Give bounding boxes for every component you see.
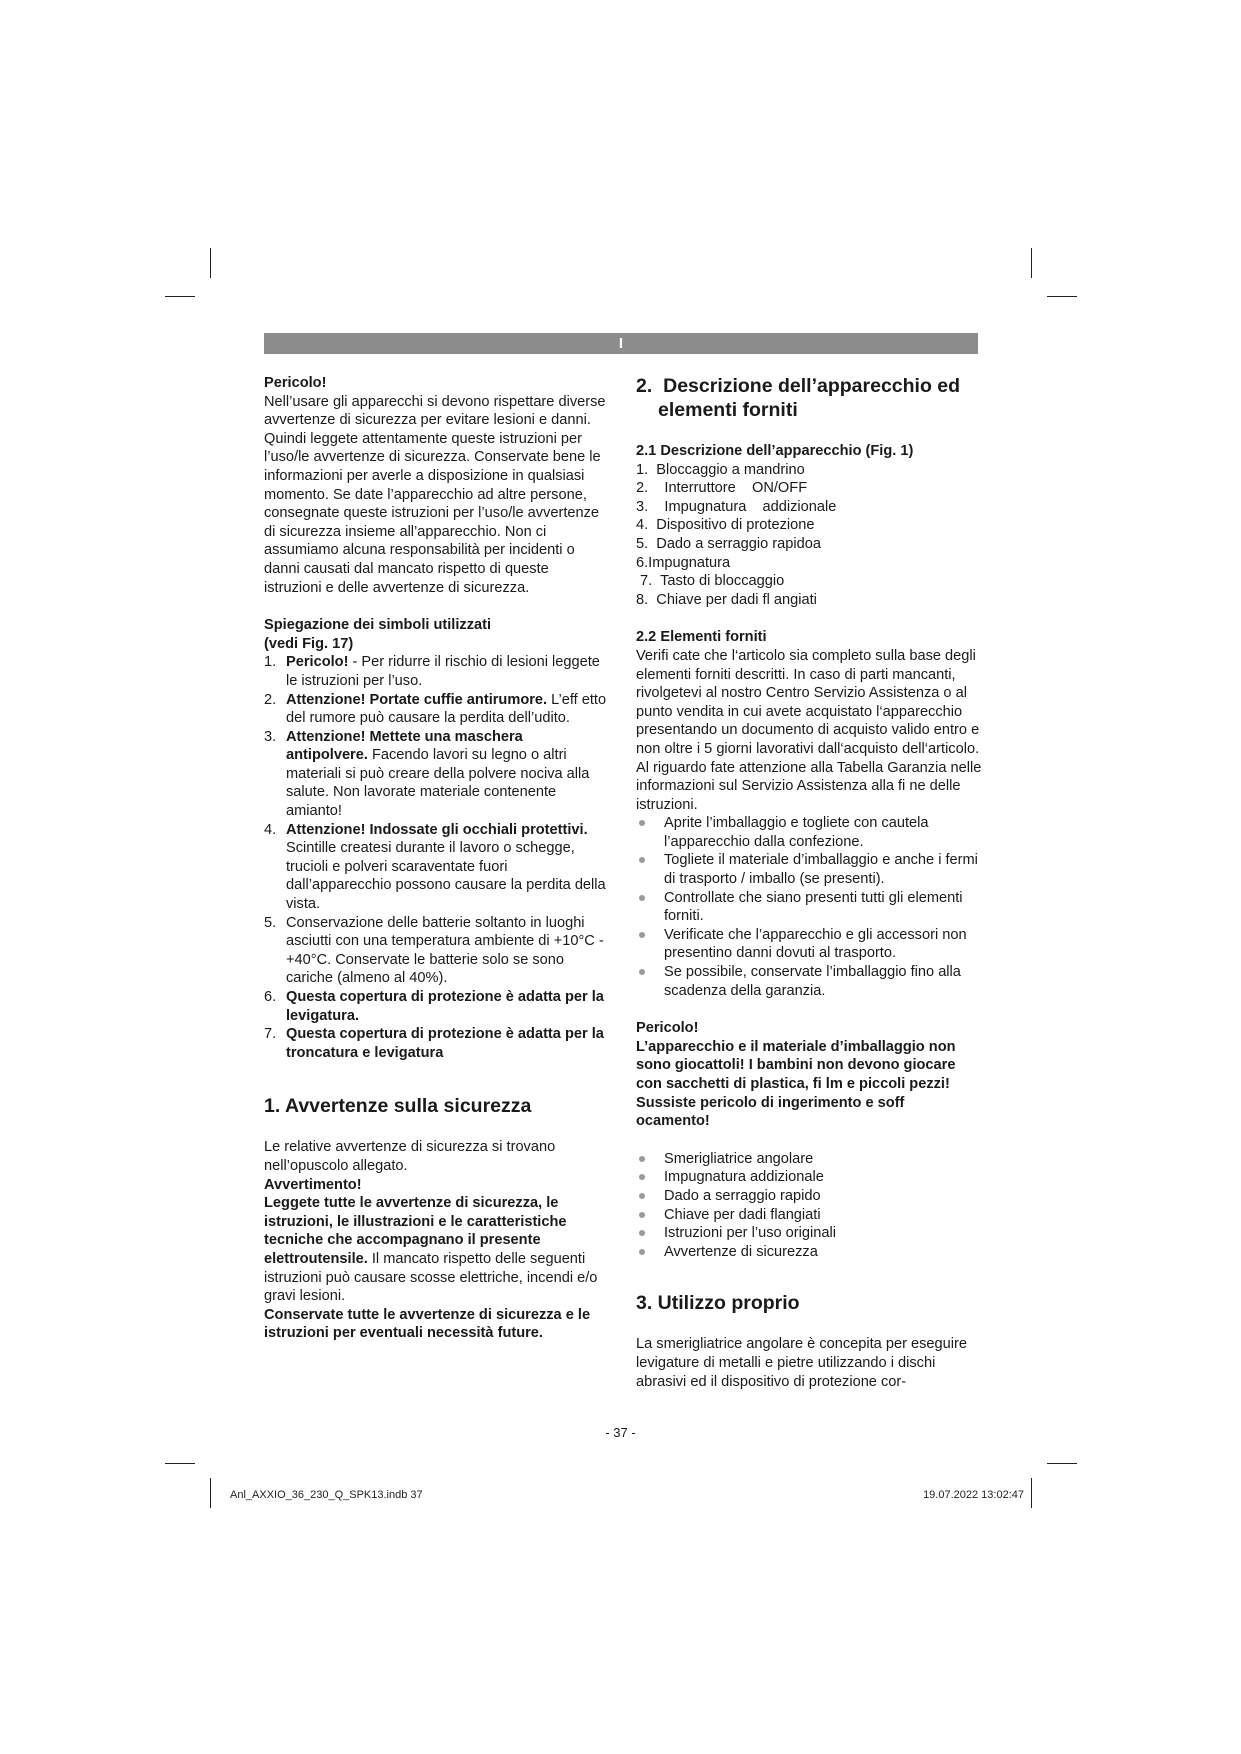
language-tab-label: I [618,335,624,352]
warning-text: Il mancato rispetto delle seguenti istruzioni può causare scosse elettriche, incendi e/o gravi lesioni. [264,1250,598,1305]
symbol-number: 6. [264,989,277,1005]
parts-list [636,461,982,610]
crop-mark-bl-vertical [210,1478,211,1508]
symbol-text: Scintille createsi durante il lavoro o schegge, trucioli e polveri scaraventate fuori dall’apparecchio possono causare la perdita della vista. [286,840,606,913]
symbol-text: L’eff etto del rumore può causare la perdita dell’udito. [286,691,607,727]
symbol-item [264,653,608,690]
section-1-text: Le relative avvertenze di sicurezza si trovano nell’opuscolo allegato. [264,1139,556,1174]
unpack-list [636,814,982,1000]
symbol-number: 5. [264,914,277,931]
footer-datetime: 19.07.2022 13:02:47 [923,1489,1024,1501]
parts-list-item: 2. Interruttore ON/OFF [636,480,808,497]
symbols-list [264,653,608,1062]
symbol-text: Conservazione delle batterie soltanto in luoghi asciutti con una temperatura ambiente di +10°C - +40°C. Conservate le batterie solo se sono cariche (almeno al 40%). [286,914,604,987]
section-3-text: La smerigliatrice angolare è concepita per eseguire levigature di metalli e pietre utilizzando i dischi abrasivi ed il dispositivo di protezione cor- [636,1336,967,1390]
symbol-item [264,691,608,728]
crop-mark-br-vertical [1031,1478,1032,1508]
symbol-item [264,914,608,988]
supplied-list-item: Chiave per dadi flangiati [636,1206,982,1225]
parts-list-item: 1. Bloccaggio a mandrino [636,461,805,478]
crop-mark-tl-vertical [210,248,211,278]
symbol-number: 3. [264,728,277,745]
danger-2-title: Pericolo! [636,1020,699,1037]
section-3-title: 3. Utilizzo proprio [636,1292,800,1315]
section-1-title: 1. Avvertenze sulla sicurezza [264,1095,532,1118]
symbol-bold-text: Attenzione! Mettete una maschera antipolvere. [286,728,523,764]
symbol-bold-text: Attenzione! Indossate gli occhiali protettivi. [286,821,588,838]
crop-mark-tl-horizontal [165,296,195,297]
language-header-bar [264,333,978,354]
section-2-number: 2. [636,375,653,397]
symbol-number: 1. [264,654,277,671]
parts-list-item: 3. Impugnatura addizionale [636,498,837,515]
symbol-number: 7. [264,1026,277,1043]
warning-bold: Leggete tutte le avvertenze di sicurezza, le istruzioni, le illustrazioni e le caratteristiche tecniche che accompagnano il presente elettroutensile. [264,1195,567,1267]
left-column [264,374,608,1343]
symbol-item [264,821,608,914]
keep-instructions: Conservate tutte le avvertenze di sicurezza e le istruzioni per eventuali necessità future. [264,1306,591,1342]
symbol-bold-text: Attenzione! Portate cuffie antirumore. [286,691,548,708]
symbols-title-line1: Spiegazione dei simboli utilizzati [264,617,492,634]
symbol-number: 2. [264,691,277,708]
symbol-text: Facendo lavori su legno o altri materiali si può creare della polvere nociva alla salute. Non lavorate materiale contenente amianto! [286,747,590,820]
page-number: - 37 - [605,1425,636,1440]
supplied-list-item: Dado a serraggio rapido [636,1187,982,1206]
right-column [636,374,982,1391]
supplied-list-item: Istruzioni per l’uso originali [636,1224,982,1243]
symbol-item [264,988,608,1025]
danger-text: Nell’usare gli apparecchi si devono rispettare diverse avvertenze di sicurezza per evitare lesioni e danni. Quindi leggete attentamente queste istruzioni per l’uso/le avvertenze di sicurezza. Conservate bene le informazioni per averle a disposizione in qualsiasi momento. Se date l’apparecchio ad altre persone, consegnate queste istruzioni per l’uso/le avvertenze di sicurezza insieme all’apparecchio. Non ci assumiamo alcuna responsabilità per incidenti o danni causati dal mancato rispetto di queste istruzioni e delle avvertenze di sicurezza. [264,393,606,596]
crop-mark-bl-horizontal [165,1463,195,1464]
parts-list-item: 5. Dado a serraggio rapidoa [636,535,821,552]
supplied-list-item: Impugnatura addizionale [636,1168,982,1187]
subsection-2-2-title: 2.2 Elementi forniti [636,629,767,646]
section-2-title [636,374,982,422]
danger-title: Pericolo! [264,375,327,391]
symbol-text: - Per ridurre il rischio di lesioni leggete le istruzioni per l’uso. [286,654,600,689]
supplied-list-item: Smerigliatrice angolare [636,1150,982,1169]
symbols-title-line2: (vedi Fig. 17) [264,635,354,652]
footer-file-name: Anl_AXXIO_36_230_Q_SPK13.indb 37 [230,1489,423,1501]
crop-mark-tr-horizontal [1047,296,1077,297]
unpack-list-item: Aprite l’imballaggio e togliete con cautela l’apparecchio dalla confezione. [636,814,982,851]
symbol-bold-text: Pericolo! [286,654,349,671]
supplied-list [636,1150,982,1262]
warning-title: Avvertimento! [264,1176,362,1193]
subsection-2-1-title: 2.1 Descrizione dell’apparecchio (Fig. 1) [636,443,914,459]
warning-paragraph [264,1194,608,1306]
section-2-title-a: Descrizione dell’apparecchio ed [663,375,961,397]
supplied-list-item: Avvertenze di sicurezza [636,1243,982,1262]
section-2-title-b: elementi forniti [658,399,798,421]
parts-list-item: 8. Chiave per dadi fl angiati [636,591,817,608]
parts-list-item: 7. Tasto di bloccaggio [636,573,785,590]
unpack-list-item: Controllate che siano presenti tutti gli elementi forniti. [636,889,982,926]
symbol-bold-text: Questa copertura di protezione è adatta per la troncatura e levigatura [286,1026,604,1061]
symbol-number: 4. [264,821,277,838]
parts-list-item: 4. Dispositivo di protezione [636,517,815,534]
unpack-list-item: Togliete il materiale d’imballaggio e anche i fermi di trasporto / imballo (se presenti). [636,851,982,888]
subsection-2-2-text: Verifi cate che l‘articolo sia completo sulla base degli elementi forniti descritti. In caso di parti mancanti, rivolgetevi al nostro Centro Servizio Assistenza o al punto vendita in cui avete acquistato l‘apparecchio presentando un documento di acquisto valido entro e non oltre i 5 giorni lavorativi dall‘acquisto dell‘articolo. Al riguardo fate attenzione alla Tabella Garanzia nelle informazioni sul Servizio Assistenza alla fi ne delle istruzioni. [636,647,982,813]
crop-mark-tr-vertical [1031,248,1032,278]
parts-list-item: 6.Impugnatura [636,554,731,571]
symbol-item [264,728,608,821]
danger-2-text: L’apparecchio e il materiale d’imballaggio non sono giocattoli! I bambini non devono giocare con sacchetti di plastica, fi lm e piccoli pezzi! Sussiste pericolo di ingerimento e soff ocamento! [636,1038,956,1130]
crop-mark-br-horizontal [1047,1463,1077,1464]
unpack-list-item: Verificate che l’apparecchio e gli accessori non presentino danni dovuti al trasporto. [636,926,982,963]
unpack-list-item: Se possibile, conservate l’imballaggio fino alla scadenza della garanzia. [636,963,982,1000]
symbol-bold-text: Questa copertura di protezione è adatta per la levigatura. [286,989,604,1024]
symbol-item [264,1025,608,1062]
